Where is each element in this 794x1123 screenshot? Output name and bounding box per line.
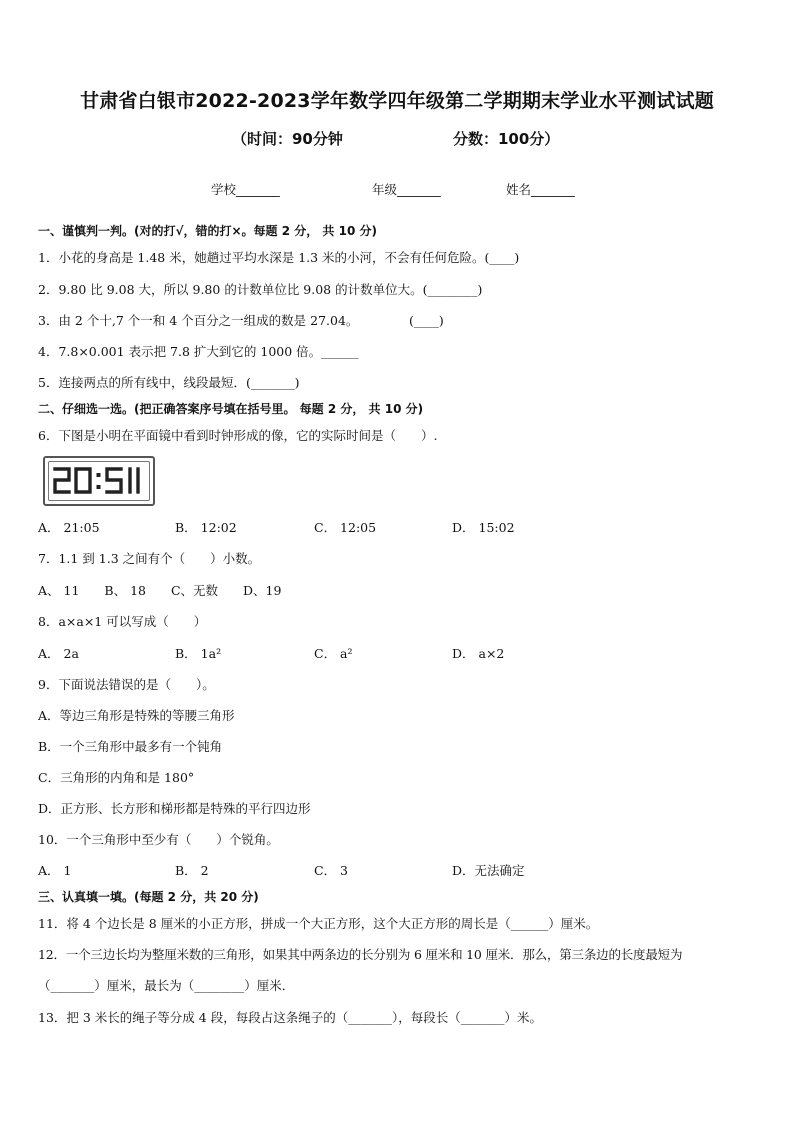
q7-options: A、 11 B、 18 C、无数 D、19 <box>38 583 282 598</box>
question-12-line2: （_______）厘米，最长为（________）厘米． <box>38 978 295 993</box>
question-7: 7．1.1 到 1.3 之间有个（ ）小数。 <box>38 551 261 566</box>
q8-option-a: A． 2a <box>38 646 79 661</box>
q9-option-b: B．一个三角形中最多有一个钝角 <box>38 739 223 754</box>
clock-digits <box>45 458 153 504</box>
question-8: 8．a×a×1 可以写成（ ） <box>38 614 207 629</box>
section1-heading: 一、谨慎判一判。(对的打√，错的打×。每题 2 分， 共 10 分) <box>38 224 377 238</box>
q8-option-b: B． 1a² <box>175 646 222 661</box>
question-10: 10．一个三角形中至少有（ ）个锐角。 <box>38 832 279 847</box>
grade-field: 年级_______ <box>372 182 441 197</box>
question-3-blank: (____) <box>409 313 444 328</box>
q9-option-c: C．三角形的内角和是 180° <box>38 770 195 785</box>
q8-option-c: C． a² <box>314 646 353 661</box>
question-1: 1．小花的身高是 1.48 米，她趟过平均水深是 1.3 米的小河，不会有任何危险。(____) <box>38 250 520 265</box>
q10-option-b: B． 2 <box>175 863 209 878</box>
q10-option-d: D．无法确定 <box>452 863 525 878</box>
q10-option-a: A． 1 <box>38 863 72 878</box>
question-6: 6．下图是小明在平面镜中看到时钟形成的像，它的实际时间是（ ）. <box>38 428 438 443</box>
q9-option-a: A．等边三角形是特殊的等腰三角形 <box>38 708 235 723</box>
q8-option-d: D． a×2 <box>452 646 505 661</box>
student-info-row <box>0 180 794 200</box>
question-13: 13．把 3 米长的绳子等分成 4 段，每段占这条绳子的（_______），每段长（_______）米。 <box>38 1010 542 1025</box>
school-field: 学校_______ <box>211 182 280 197</box>
question-4: 4．7.8×0.001 表示把 7.8 扩大到它的 1000 倍。______ <box>38 344 359 359</box>
question-5: 5．连接两点的所有线中，线段最短．(_______) <box>38 375 300 390</box>
time-label: （时间：90分钟 <box>232 130 343 148</box>
question-9: 9．下面说法错误的是（ ）。 <box>38 677 215 692</box>
q6-option-d: D． 15:02 <box>452 520 515 535</box>
question-12-line1: 12．一个三边长均为整厘米数的三角形，如果其中两条边的长分别为 6 厘米和 10 厘米．那么，第三条边的长度最短为 <box>38 947 683 962</box>
name-field: 姓名_______ <box>506 182 575 197</box>
score-label: 分数：100分） <box>453 130 560 148</box>
q6-option-c: C． 12:05 <box>314 520 377 535</box>
question-2: 2．9.80 比 9.08 大，所以 9.80 的计数单位比 9.08 的计数单位大。(________) <box>38 282 483 297</box>
time-score-row <box>0 128 794 150</box>
question-11: 11．将 4 个边长是 8 厘米的小正方形，拼成一个大正方形，这个大正方形的周长是（______）厘米。 <box>38 916 599 931</box>
q10-option-c: C． 3 <box>314 863 348 878</box>
page-title: 甘肃省白银市2022-2023学年数学四年级第二学期期末学业水平测试试题 <box>80 90 714 112</box>
question-3: 3．由 2 个十,7 个一和 4 个百分之一组成的数是 27.04。 <box>38 313 359 328</box>
section2-heading: 二、仔细选一选。(把正确答案序号填在括号里。 每题 2 分， 共 10 分) <box>38 402 424 416</box>
q6-option-b: B． 12:02 <box>175 520 237 535</box>
section3-heading: 三、认真填一填。(每题 2 分，共 20 分) <box>38 890 259 904</box>
q9-option-d: D．正方形、长方形和梯形都是特殊的平行四边形 <box>38 801 311 816</box>
digital-clock-image <box>43 456 155 506</box>
q6-option-a: A． 21:05 <box>38 520 100 535</box>
